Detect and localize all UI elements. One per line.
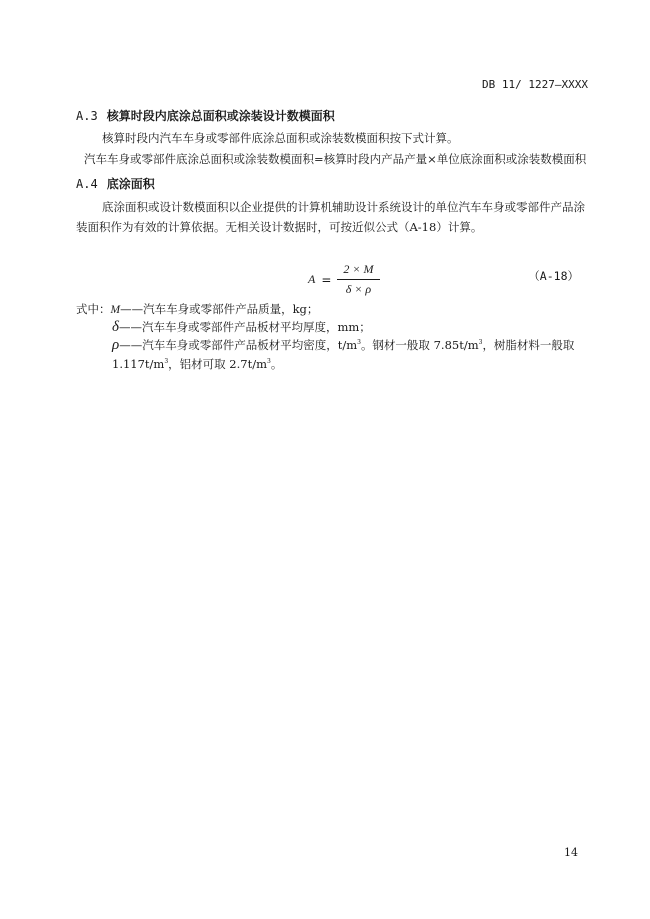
- where-label: 式中：: [76, 302, 111, 316]
- section-a4-number: A.4: [76, 177, 98, 191]
- symbol-m: M: [110, 304, 121, 316]
- symbol-rho: ρ: [112, 337, 120, 353]
- section-a3-number: A.3: [76, 109, 98, 123]
- rho-description-2: 。钢材一般取 7.85t/m: [360, 338, 479, 352]
- cube-superscript: 3: [267, 358, 271, 366]
- delta-description: ——汽车车身或零部件产品板材平均厚度，mm；: [118, 320, 371, 334]
- where-line-rho: [112, 337, 574, 354]
- formula-numerator: 2 × M: [337, 262, 379, 280]
- section-a3-intro: 核算时段内汽车车身或零部件底涂总面积或涂装数模面积按下式计算。: [102, 131, 459, 145]
- formula-a18: [308, 262, 380, 297]
- section-a4-paragraph-line2: 装面积作为有效的计算依据。无相关设计数据时，可按近似公式（A-18）计算。: [76, 220, 483, 234]
- where-line-delta: [112, 319, 371, 336]
- section-a3-title: 核算时段内底涂总面积或涂装设计数模面积: [106, 109, 335, 123]
- cube-superscript: 3: [164, 358, 169, 366]
- section-a3-formula-text: 汽车车身或零部件底涂总面积或涂装数模面积=核算时段内产品产量×单位底涂面积或涂装数模面积: [84, 152, 587, 166]
- cube-superscript: 3: [478, 339, 483, 347]
- formula-equals: =: [321, 272, 332, 287]
- formula-fraction: [337, 262, 379, 297]
- m-description: ——汽车车身或零部件产品质量，kg；: [120, 302, 319, 316]
- section-a4-heading: [76, 175, 155, 192]
- rho-continued-1: 1.117t/m: [112, 357, 165, 371]
- standard-code: DB 11/ 1227—XXXX: [482, 78, 588, 91]
- section-a3-heading: [76, 107, 335, 124]
- rho-continued-2: ，铝材可取 2.7t/m: [168, 357, 268, 371]
- formula-lhs: A: [308, 272, 316, 286]
- section-a4-title: 底涂面积: [106, 177, 155, 191]
- symbol-delta: δ: [112, 319, 119, 335]
- rho-description-3: ，树脂材料一般取: [482, 338, 575, 352]
- page-number: 14: [564, 846, 578, 859]
- rho-continued-3: 。: [270, 357, 283, 371]
- rho-description-1: ——汽车车身或零部件产品板材平均密度，t/m: [119, 338, 358, 352]
- where-line-rho-continued: [112, 356, 282, 372]
- where-line-m: [76, 301, 318, 317]
- section-a4-paragraph-line1: 底涂面积或设计数模面积以企业提供的计算机辅助设计系统设计的单位汽车车身或零部件产品涂: [102, 200, 585, 214]
- formula-denominator: δ × ρ: [345, 282, 372, 296]
- formula-number: （A-18）: [528, 269, 579, 283]
- cube-superscript: 3: [357, 339, 361, 347]
